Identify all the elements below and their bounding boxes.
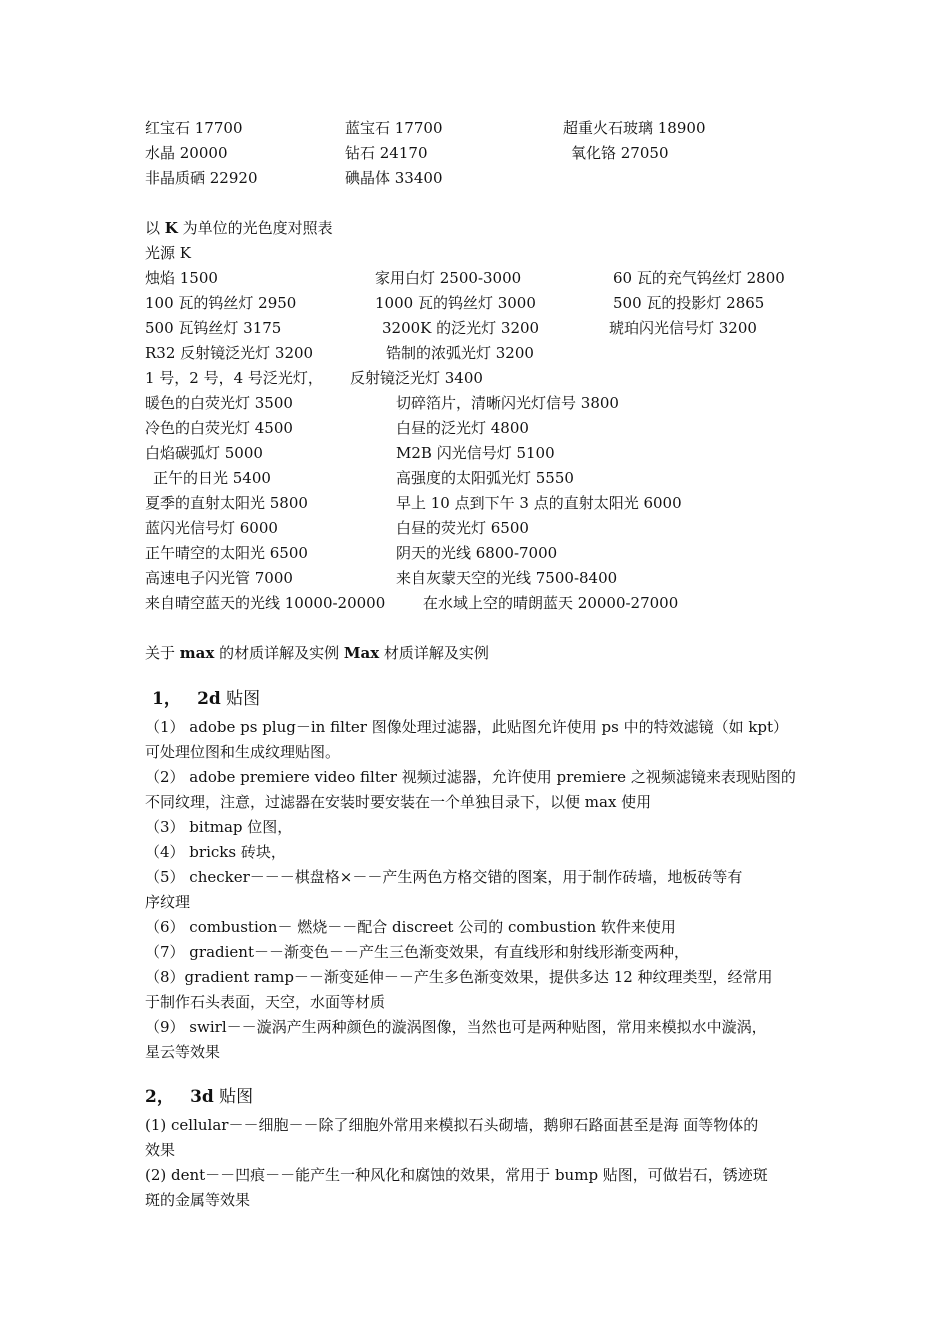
kelvin-cell: 琥珀闪光信号灯 3200 <box>609 319 757 337</box>
refr-cell: 非晶质硒 22920 <box>145 169 258 187</box>
kelvin-cell: 冷色的白荧光灯 4500 <box>145 419 293 437</box>
refr-cell: 钻石 24170 <box>345 144 428 162</box>
kelvin-cell: 暖色的白荧光灯 3500 <box>145 394 293 412</box>
kelvin-cell: 白昼的荧光灯 6500 <box>396 519 529 537</box>
kelvin-cell: 60 瓦的充气钨丝灯 2800 <box>613 269 785 287</box>
section-2-line: (2) dent－－凹痕－－能产生一种风化和腐蚀的效果，常用于 bump 贴图，可做岩石，锈迹斑 <box>145 1166 768 1184</box>
kelvin-cell: 高强度的太阳弧光灯 5550 <box>396 469 574 487</box>
section-1-line: （5） checker－－－棋盘格×－－产生两色方格交错的图案，用于制作砖墙，地板砖等有 <box>145 868 743 886</box>
kelvin-cell: 高速电子闪光管 7000 <box>145 569 293 587</box>
section-1-line: （9） swirl－－漩涡产生两种颜色的漩涡图像，当然也可是两种贴图，常用来模拟水中漩涡， <box>145 1018 767 1036</box>
section-1-heading: 1， 2d 贴图 <box>152 689 261 709</box>
refr-cell: 水晶 20000 <box>145 144 228 162</box>
refr-cell: 蓝宝石 17700 <box>345 119 443 137</box>
section-1-line: （3） bitmap 位图， <box>145 818 293 836</box>
kelvin-cell: 100 瓦的钨丝灯 2950 <box>145 294 297 312</box>
refr-cell: 氧化铬 27050 <box>571 144 669 162</box>
kelvin-cell: 锆制的浓弧光灯 3200 <box>386 344 534 362</box>
kelvin-cell: 来自灰蒙天空的光线 7500-8400 <box>396 569 618 587</box>
section-1-line: （2） adobe premiere video filter 视频过滤器，允许使用 premiere 之视频滤镜来表现贴图的 <box>145 768 796 786</box>
refr-cell: 超重火石玻璃 18900 <box>563 119 706 137</box>
kelvin-cell: 烛焰 1500 <box>145 269 218 287</box>
section-1-line: 序纹理 <box>145 893 191 911</box>
kelvin-cell: 蓝闪光信号灯 6000 <box>145 519 278 537</box>
kelvin-cell: 早上 10 点到下午 3 点的直射太阳光 6000 <box>396 494 682 512</box>
kelvin-cell: 在水域上空的晴朗蓝天 20000-27000 <box>423 594 679 612</box>
kelvin-cell: 切碎箔片，清晰闪光灯信号 3800 <box>396 394 619 412</box>
kelvin-cell: R32 反射镜泛光灯 3200 <box>145 344 314 362</box>
section-1-line: （7） gradient－－渐变色－－产生三色渐变效果，有直线形和射线形渐变两种， <box>145 943 689 961</box>
kelvin-cell: 家用白灯 2500-3000 <box>375 269 522 287</box>
section-1-line: 可处理位图和生成纹理贴图。 <box>145 743 341 761</box>
section-2-line: 斑的金属等效果 <box>145 1191 251 1209</box>
kelvin-cell: 反射镜泛光灯 3400 <box>350 369 483 387</box>
kelvin-cell: 正午晴空的太阳光 6500 <box>145 544 308 562</box>
kelvin-cell: 正午的日光 5400 <box>153 469 271 487</box>
section-1-line: 星云等效果 <box>145 1043 221 1061</box>
kelvin-cell: 白焰碳弧灯 5000 <box>145 444 263 462</box>
section-2-line: (1) cellular－－细胞－－除了细胞外常用来模拟石头砌墙，鹅卵石路面甚至是海 面等物体的 <box>145 1116 759 1134</box>
section-1-line: 不同纹理，注意，过滤器在安装时要安装在一个单独目录下，以便 max 使用 <box>145 793 652 811</box>
kelvin-cell: 500 瓦钨丝灯 3175 <box>145 319 282 337</box>
section-1-line: （1） adobe ps plug－in filter 图像处理过滤器，此贴图允许使用 ps 中的特效滤镜（如 kpt） <box>145 718 789 736</box>
max-heading: 关于 max 的材质详解及实例 Max 材质详解及实例 <box>145 644 489 662</box>
section-1-line: （6） combustion－ 燃烧－－配合 discreet 公司的 combustion 软件来使用 <box>145 918 676 936</box>
refr-cell: 红宝石 17700 <box>145 119 243 137</box>
kelvin-cell: 阴天的光线 6800-7000 <box>396 544 558 562</box>
kelvin-cell: 3200K 的泛光灯 3200 <box>382 319 540 337</box>
section-1-line: （8）gradient ramp－－渐变延伸－－产生多色渐变效果，提供多达 12 种纹理类型，经常用 <box>145 968 773 986</box>
section-1-line: 于制作石头表面，天空，水面等材质 <box>145 993 386 1011</box>
kelvin-cell: 来自晴空蓝天的光线 10000-20000 <box>145 594 386 612</box>
kelvin-title: 以 K 为单位的光色度对照表 <box>145 219 333 237</box>
kelvin-cell: 白昼的泛光灯 4800 <box>396 419 529 437</box>
section-1-line: （4） bricks 砖块， <box>145 843 286 861</box>
kelvin-header: 光源 K <box>145 244 191 262</box>
kelvin-cell: 1 号，2 号，4 号泛光灯， <box>145 369 323 387</box>
section-2-line: 效果 <box>145 1141 176 1159</box>
refr-cell: 碘晶体 33400 <box>345 169 443 187</box>
section-2-heading: 2， 3d 贴图 <box>145 1087 254 1107</box>
kelvin-cell: 夏季的直射太阳光 5800 <box>145 494 308 512</box>
kelvin-cell: M2B 闪光信号灯 5100 <box>396 444 555 462</box>
kelvin-cell: 1000 瓦的钨丝灯 3000 <box>375 294 536 312</box>
kelvin-cell: 500 瓦的投影灯 2865 <box>613 294 765 312</box>
